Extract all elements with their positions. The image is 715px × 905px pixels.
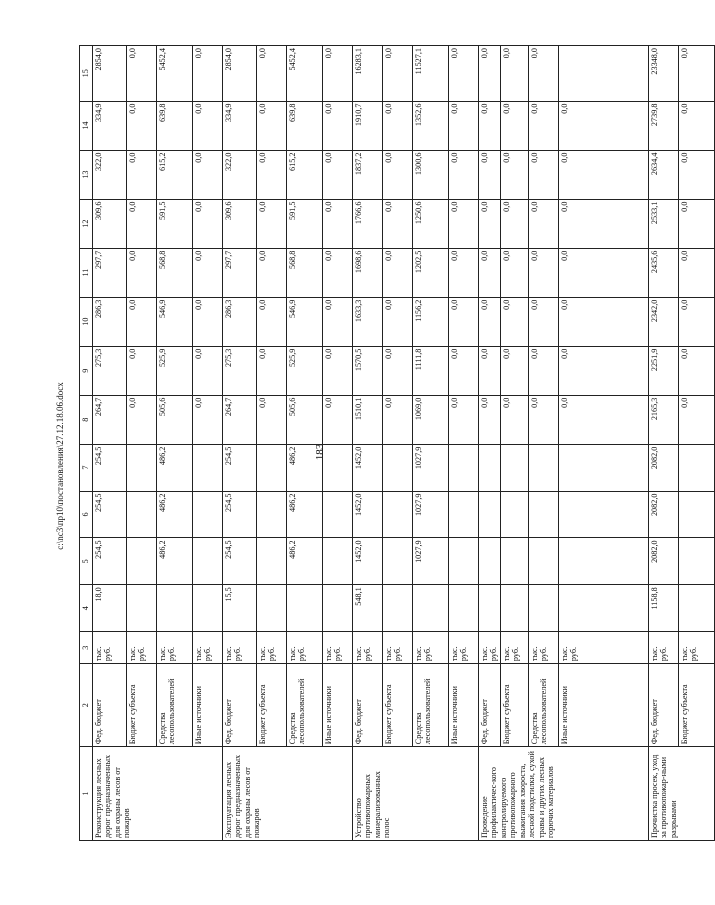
value-cell: [127, 444, 157, 491]
unit: тыс. руб.: [501, 632, 529, 664]
value-cell: 254,5: [93, 444, 127, 491]
activity-name: Эксплуатация лесных дорог предназначенных для охраны лесов от пожаров: [223, 747, 353, 841]
value-cell: [383, 491, 413, 538]
value-cell: [559, 491, 649, 538]
value-cell: 568,8: [157, 248, 193, 297]
value-cell: 0,0: [193, 297, 223, 346]
value-cell: 264,7: [93, 395, 127, 444]
column-number: 9: [80, 346, 93, 395]
value-cell: 0,0: [449, 101, 479, 150]
value-cell: 1766,6: [353, 199, 383, 248]
value-cell: 0,0: [559, 248, 649, 297]
value-cell: 0,0: [479, 346, 501, 395]
value-cell: [323, 491, 353, 538]
value-cell: [529, 585, 559, 632]
value-cell: 0,0: [479, 150, 501, 199]
value-cell: 0,0: [501, 248, 529, 297]
value-cell: 591,5: [157, 199, 193, 248]
value-cell: 639,8: [287, 101, 323, 150]
value-cell: 0,0: [383, 248, 413, 297]
table-row: [287, 46, 323, 841]
value-cell: 286,3: [223, 297, 257, 346]
value-cell: 486,2: [287, 538, 323, 585]
value-cell: 0,0: [257, 101, 287, 150]
unit: тыс. руб.: [127, 632, 157, 664]
column-number: 1: [80, 747, 93, 841]
value-cell: 0,0: [383, 297, 413, 346]
value-cell: [323, 444, 353, 491]
column-number: 10: [80, 297, 93, 346]
value-cell: 1158,8: [649, 585, 679, 632]
value-cell: 0,0: [323, 46, 353, 102]
value-cell: 0,0: [449, 346, 479, 395]
value-cell: 0,0: [323, 297, 353, 346]
value-cell: 0,0: [529, 150, 559, 199]
value-cell: 275,3: [223, 346, 257, 395]
value-cell: [679, 491, 715, 538]
value-cell: 16283,1: [353, 46, 383, 102]
value-cell: 322,0: [93, 150, 127, 199]
value-cell: 0,0: [679, 395, 715, 444]
value-cell: 0,0: [449, 395, 479, 444]
value-cell: 0,0: [479, 46, 501, 102]
value-cell: 2739,8: [649, 101, 679, 150]
value-cell: 2165,3: [649, 395, 679, 444]
value-cell: 2533,1: [649, 199, 679, 248]
unit: тыс. руб.: [449, 632, 479, 664]
value-cell: 0,0: [559, 150, 649, 199]
value-cell: [479, 538, 501, 585]
value-cell: 309,6: [93, 199, 127, 248]
value-cell: 0,0: [127, 46, 157, 102]
value-cell: 254,5: [223, 491, 257, 538]
unit: тыс. руб.: [679, 632, 715, 664]
value-cell: 0,0: [449, 297, 479, 346]
value-cell: 639,8: [157, 101, 193, 150]
value-cell: [193, 538, 223, 585]
value-cell: 1111,8: [413, 346, 449, 395]
table-row: [127, 46, 157, 841]
column-number: 11: [80, 248, 93, 297]
value-cell: 11527,1: [413, 46, 449, 102]
value-cell: 0,0: [529, 346, 559, 395]
unit: тыс. руб.: [649, 632, 679, 664]
value-cell: 0,0: [323, 150, 353, 199]
value-cell: 1069,0: [413, 395, 449, 444]
value-cell: [193, 491, 223, 538]
table-row: [529, 46, 559, 841]
table-row: [93, 46, 127, 841]
value-cell: 0,0: [193, 346, 223, 395]
value-cell: [449, 538, 479, 585]
rotated-table-page: [79, 45, 699, 841]
unit: тыс. руб.: [353, 632, 383, 664]
value-cell: 254,5: [93, 491, 127, 538]
table-row: [193, 46, 223, 841]
value-cell: [127, 585, 157, 632]
value-cell: 0,0: [449, 150, 479, 199]
value-cell: 0,0: [501, 150, 529, 199]
funding-source: Фед. бюджет: [649, 664, 679, 747]
value-cell: 15,5: [223, 585, 257, 632]
table-body: [80, 46, 715, 841]
unit: тыс. руб.: [479, 632, 501, 664]
column-number: 12: [80, 199, 93, 248]
value-cell: 525,9: [157, 346, 193, 395]
value-cell: 0,0: [193, 101, 223, 150]
value-cell: 486,2: [287, 444, 323, 491]
value-cell: 18,0: [93, 585, 127, 632]
value-cell: [323, 538, 353, 585]
table-row: [679, 46, 715, 841]
value-cell: 0,0: [559, 346, 649, 395]
column-number: 8: [80, 395, 93, 444]
value-cell: 0,0: [559, 297, 649, 346]
funding-source: Фед. бюджет: [223, 664, 257, 747]
value-cell: 0,0: [479, 199, 501, 248]
value-cell: [257, 444, 287, 491]
table-row: [323, 46, 353, 841]
value-cell: [559, 46, 649, 102]
header-row: [80, 46, 93, 841]
value-cell: 2342,0: [649, 297, 679, 346]
value-cell: 2854,0: [93, 46, 127, 102]
value-cell: [501, 491, 529, 538]
value-cell: 0,0: [501, 297, 529, 346]
value-cell: 1452,0: [353, 538, 383, 585]
value-cell: 2251,9: [649, 346, 679, 395]
value-cell: 0,0: [679, 248, 715, 297]
value-cell: 0,0: [383, 150, 413, 199]
unit: тыс. руб.: [193, 632, 223, 664]
value-cell: [559, 585, 649, 632]
funding-source: Бюджет субъекта: [501, 664, 529, 747]
value-cell: 0,0: [449, 46, 479, 102]
value-cell: 275,3: [93, 346, 127, 395]
value-cell: 254,5: [223, 444, 257, 491]
value-cell: 615,2: [287, 150, 323, 199]
value-cell: [383, 585, 413, 632]
funding-source: Бюджет субъекта: [679, 664, 715, 747]
value-cell: 1202,5: [413, 248, 449, 297]
column-number: 15: [80, 46, 93, 102]
value-cell: 0,0: [529, 46, 559, 102]
unit: тыс. руб.: [157, 632, 193, 664]
value-cell: 0,0: [529, 297, 559, 346]
funding-source: Бюджет субъекта: [383, 664, 413, 747]
value-cell: [479, 444, 501, 491]
page-number: 183: [314, 443, 326, 461]
table-row: [257, 46, 287, 841]
value-cell: [479, 491, 501, 538]
value-cell: 0,0: [529, 248, 559, 297]
value-cell: 1352,6: [413, 101, 449, 150]
value-cell: [257, 491, 287, 538]
funding-source: Средства лесопользователей: [157, 664, 193, 747]
value-cell: [257, 585, 287, 632]
value-cell: 0,0: [559, 199, 649, 248]
value-cell: [257, 538, 287, 585]
table-row: [223, 46, 257, 841]
value-cell: 486,2: [287, 491, 323, 538]
value-cell: 0,0: [501, 199, 529, 248]
column-number: 6: [80, 491, 93, 538]
value-cell: 0,0: [323, 199, 353, 248]
budget-table: [79, 45, 715, 841]
value-cell: 0,0: [501, 101, 529, 150]
value-cell: 505,6: [157, 395, 193, 444]
value-cell: 0,0: [679, 101, 715, 150]
value-cell: 0,0: [479, 297, 501, 346]
value-cell: [501, 538, 529, 585]
value-cell: 568,8: [287, 248, 323, 297]
value-cell: 1633,3: [353, 297, 383, 346]
value-cell: [383, 444, 413, 491]
value-cell: 1510,1: [353, 395, 383, 444]
value-cell: 0,0: [679, 346, 715, 395]
value-cell: 0,0: [323, 395, 353, 444]
value-cell: [193, 444, 223, 491]
value-cell: 0,0: [383, 199, 413, 248]
value-cell: 0,0: [193, 46, 223, 102]
value-cell: [127, 538, 157, 585]
value-cell: 2082,0: [649, 444, 679, 491]
value-cell: 1452,0: [353, 444, 383, 491]
value-cell: 1156,2: [413, 297, 449, 346]
value-cell: 548,1: [353, 585, 383, 632]
unit: тыс. руб.: [223, 632, 257, 664]
value-cell: 0,0: [257, 346, 287, 395]
value-cell: 486,2: [157, 538, 193, 585]
funding-source: Фед. бюджет: [353, 664, 383, 747]
value-cell: 0,0: [383, 395, 413, 444]
table-row: [449, 46, 479, 841]
unit: тыс. руб.: [323, 632, 353, 664]
funding-source: Иные источники: [559, 664, 649, 747]
value-cell: [413, 585, 449, 632]
value-cell: [449, 444, 479, 491]
value-cell: 0,0: [479, 248, 501, 297]
value-cell: [559, 538, 649, 585]
value-cell: [383, 538, 413, 585]
value-cell: 486,2: [157, 444, 193, 491]
value-cell: 0,0: [257, 46, 287, 102]
value-cell: 2634,4: [649, 150, 679, 199]
unit: тыс. руб.: [287, 632, 323, 664]
value-cell: 1300,6: [413, 150, 449, 199]
value-cell: 0,0: [501, 395, 529, 444]
unit: тыс. руб.: [257, 632, 287, 664]
value-cell: 0,0: [323, 346, 353, 395]
footer-file-path: c:\nc3\пр10\постановления\27.12.18.06.docx: [55, 382, 65, 550]
value-cell: 1837,2: [353, 150, 383, 199]
value-cell: 0,0: [257, 297, 287, 346]
activity-name: Проведение профилактичес-кого контролируемого противопожарного выжигания хвороста, лесной подстилки, сухой травы и других лесных горючих материалов: [479, 747, 649, 841]
value-cell: 0,0: [257, 248, 287, 297]
value-cell: 0,0: [193, 395, 223, 444]
value-cell: 0,0: [323, 101, 353, 150]
funding-source: Фед. бюджет: [93, 664, 127, 747]
value-cell: [529, 491, 559, 538]
funding-source: Средства лесопользователей: [287, 664, 323, 747]
value-cell: 0,0: [257, 150, 287, 199]
table-row: [501, 46, 529, 841]
value-cell: 0,0: [323, 248, 353, 297]
value-cell: 1452,0: [353, 491, 383, 538]
table-row: [157, 46, 193, 841]
value-cell: 0,0: [501, 346, 529, 395]
activity-name: Реконструкция лесных дорог предназначенных для охраны лесов от пожаров: [93, 747, 223, 841]
value-cell: [323, 585, 353, 632]
column-number: 14: [80, 101, 93, 150]
unit: тыс. руб.: [559, 632, 649, 664]
unit: тыс. руб.: [413, 632, 449, 664]
value-cell: 0,0: [679, 199, 715, 248]
value-cell: 0,0: [559, 101, 649, 150]
value-cell: 322,0: [223, 150, 257, 199]
value-cell: 23348,0: [649, 46, 679, 102]
funding-source: Иные источники: [323, 664, 353, 747]
value-cell: 286,3: [93, 297, 127, 346]
value-cell: 2854,0: [223, 46, 257, 102]
value-cell: 0,0: [383, 46, 413, 102]
value-cell: 297,7: [223, 248, 257, 297]
value-cell: 264,7: [223, 395, 257, 444]
value-cell: 615,2: [157, 150, 193, 199]
unit: тыс. руб.: [383, 632, 413, 664]
value-cell: 0,0: [501, 46, 529, 102]
value-cell: 0,0: [383, 346, 413, 395]
value-cell: 0,0: [127, 297, 157, 346]
column-number: 13: [80, 150, 93, 199]
table-row: [383, 46, 413, 841]
value-cell: 0,0: [127, 199, 157, 248]
value-cell: 0,0: [479, 395, 501, 444]
value-cell: [679, 444, 715, 491]
value-cell: [679, 585, 715, 632]
value-cell: 0,0: [679, 297, 715, 346]
funding-source: Иные источники: [193, 664, 223, 747]
value-cell: 0,0: [127, 346, 157, 395]
table-row: [649, 46, 679, 841]
value-cell: 297,7: [93, 248, 127, 297]
value-cell: 0,0: [193, 150, 223, 199]
value-cell: [449, 585, 479, 632]
value-cell: [501, 585, 529, 632]
table-row: [559, 46, 649, 841]
value-cell: 0,0: [449, 248, 479, 297]
value-cell: 1570,5: [353, 346, 383, 395]
value-cell: 0,0: [257, 199, 287, 248]
value-cell: [157, 585, 193, 632]
value-cell: [679, 538, 715, 585]
column-number: 3: [80, 632, 93, 664]
value-cell: 1027,9: [413, 491, 449, 538]
value-cell: 505,6: [287, 395, 323, 444]
value-cell: 0,0: [449, 199, 479, 248]
value-cell: 1027,9: [413, 538, 449, 585]
value-cell: 0,0: [257, 395, 287, 444]
funding-source: Бюджет субъекта: [127, 664, 157, 747]
value-cell: [529, 444, 559, 491]
value-cell: 0,0: [529, 101, 559, 150]
funding-source: Бюджет субъекта: [257, 664, 287, 747]
value-cell: [479, 585, 501, 632]
value-cell: 254,5: [223, 538, 257, 585]
value-cell: 1698,6: [353, 248, 383, 297]
value-cell: 309,6: [223, 199, 257, 248]
value-cell: 1910,7: [353, 101, 383, 150]
value-cell: [501, 444, 529, 491]
value-cell: 0,0: [193, 248, 223, 297]
value-cell: 0,0: [559, 395, 649, 444]
value-cell: 2082,0: [649, 491, 679, 538]
value-cell: 1250,6: [413, 199, 449, 248]
value-cell: 591,5: [287, 199, 323, 248]
value-cell: 525,9: [287, 346, 323, 395]
unit: тыс. руб.: [93, 632, 127, 664]
activity-name: Устройство противопожарных минерализованных полос: [353, 747, 479, 841]
value-cell: 0,0: [529, 395, 559, 444]
value-cell: 0,0: [127, 101, 157, 150]
value-cell: 0,0: [679, 150, 715, 199]
value-cell: 5452,4: [287, 46, 323, 102]
funding-source: Иные источники: [449, 664, 479, 747]
funding-source: Средства лесопользователей: [413, 664, 449, 747]
column-number: 7: [80, 444, 93, 491]
value-cell: [193, 585, 223, 632]
value-cell: 0,0: [679, 46, 715, 102]
value-cell: 0,0: [529, 199, 559, 248]
value-cell: 2082,0: [649, 538, 679, 585]
table-row: [413, 46, 449, 841]
value-cell: [559, 444, 649, 491]
table-row: [479, 46, 501, 841]
column-number: 4: [80, 585, 93, 632]
value-cell: 2435,6: [649, 248, 679, 297]
value-cell: 486,2: [157, 491, 193, 538]
unit: тыс. руб.: [529, 632, 559, 664]
value-cell: 0,0: [479, 101, 501, 150]
column-number: 5: [80, 538, 93, 585]
value-cell: 254,5: [93, 538, 127, 585]
funding-source: Фед. бюджет: [479, 664, 501, 747]
value-cell: 334,9: [93, 101, 127, 150]
value-cell: 5452,4: [157, 46, 193, 102]
funding-source: Средства лесопользователей: [529, 664, 559, 747]
value-cell: 546,9: [157, 297, 193, 346]
value-cell: 0,0: [127, 248, 157, 297]
value-cell: 0,0: [383, 101, 413, 150]
value-cell: 0,0: [127, 150, 157, 199]
value-cell: 334,9: [223, 101, 257, 150]
value-cell: 0,0: [193, 199, 223, 248]
column-number: 2: [80, 664, 93, 747]
value-cell: 546,9: [287, 297, 323, 346]
value-cell: [127, 491, 157, 538]
value-cell: 1027,9: [413, 444, 449, 491]
value-cell: [529, 538, 559, 585]
table-row: [353, 46, 383, 841]
value-cell: 0,0: [127, 395, 157, 444]
value-cell: [287, 585, 323, 632]
value-cell: [449, 491, 479, 538]
activity-name: Прочистка просек, уход за противопожар-ными разрывами: [649, 747, 715, 841]
